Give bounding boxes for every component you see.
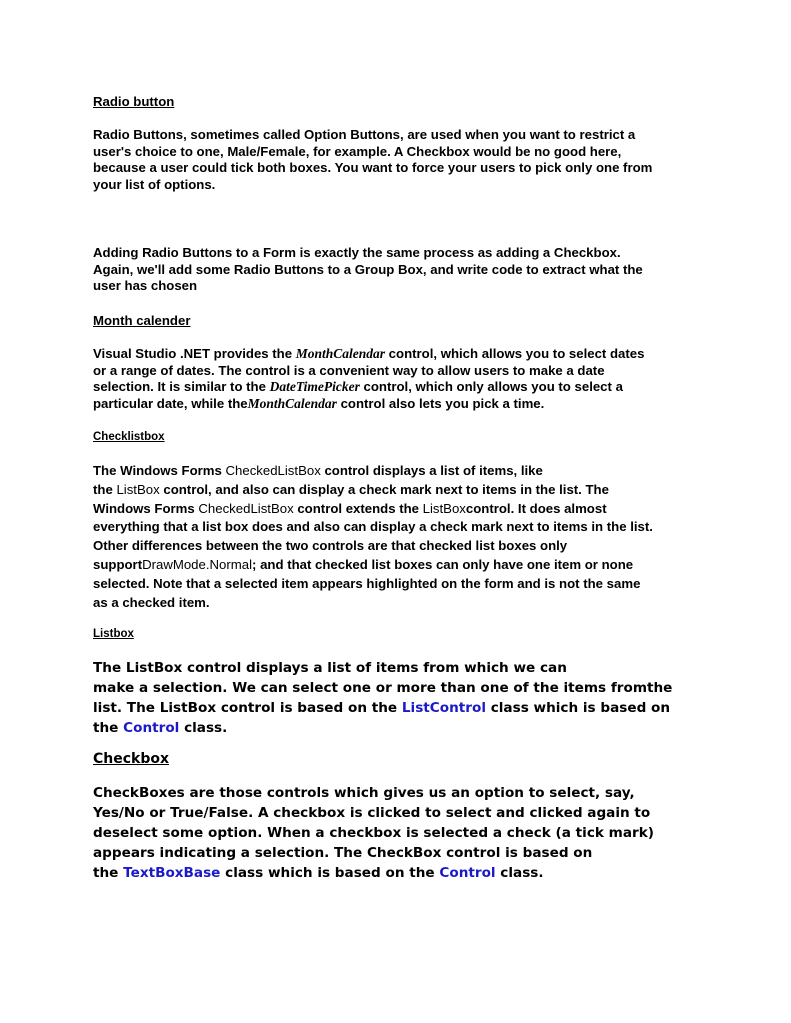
control-name: DateTimePicker xyxy=(269,379,360,395)
month-calendar-paragraph xyxy=(93,346,644,412)
month-calendar-heading: Month calender xyxy=(93,313,191,328)
control-name: ListBox xyxy=(422,500,466,516)
control-name: ListBox xyxy=(116,481,160,497)
text-line: Yes/No or True/False. A checkbox is clicked to select and clicked again to xyxy=(93,805,651,821)
control-name: DrawMode.Normal xyxy=(142,556,253,572)
listbox-paragraph xyxy=(93,658,672,738)
text-line: The Windows Forms CheckedListBox control displays a list of items, like xyxy=(93,463,543,478)
text-line: selected. Note that a selected item appears highlighted on the form and is not the same xyxy=(93,575,641,591)
listcontrol-link[interactable]: ListControl xyxy=(401,700,486,716)
radio-paragraph-1 xyxy=(93,127,652,193)
text-line: user has chosen xyxy=(93,278,198,294)
text-line: everything that a list box does and also can display a check mark next to items in the list. xyxy=(93,519,653,535)
text-line: The ListBox control displays a list of items from which we can xyxy=(93,660,567,676)
checkbox-paragraph xyxy=(93,783,654,883)
listbox-heading: Listbox xyxy=(93,628,134,640)
text-line: as a checked item. xyxy=(93,594,210,610)
text-line: appears indicating a selection. The CheckBox control is based on xyxy=(93,845,593,861)
checklistbox-heading: Checklistbox xyxy=(93,431,165,443)
text-line: selection. It is similar to the DateTimePicker control, which only allows you to select a xyxy=(93,379,623,395)
text-line: make a selection. We can select one or more than one of the items fromthe xyxy=(93,680,673,696)
control-name: CheckedListBox xyxy=(198,500,294,516)
control-link[interactable]: Control xyxy=(123,720,180,736)
text-line: supportDrawMode.Normal; and that checked list boxes can only have one item or none xyxy=(93,556,634,572)
radio-button-heading: Radio button xyxy=(93,94,175,109)
control-name: MonthCalendar xyxy=(295,346,386,361)
text-line: Again, we'll add some Radio Buttons to a Group Box, and write code to extract what the xyxy=(93,261,643,277)
text-line: the ListBox control, and also can display a check mark next to items in the list. The xyxy=(93,481,609,497)
radio-paragraph-2 xyxy=(93,245,643,295)
text-line: because a user could tick both boxes. You want to force your users to pick only one from xyxy=(93,160,653,176)
text-line: your list of options. xyxy=(93,176,216,192)
text-line: or a range of dates. The control is a convenient way to allow users to make a date xyxy=(93,362,605,378)
checklistbox-paragraph xyxy=(93,462,653,612)
text-line: Adding Radio Buttons to a Form is exactly the same process as adding a Checkbox. xyxy=(93,245,621,260)
text-line: list. The ListBox control is based on the ListControl class which is based on xyxy=(93,700,671,716)
textboxbase-link[interactable]: TextBoxBase xyxy=(123,865,221,881)
text-line: CheckBoxes are those controls which gives us an option to select, say, xyxy=(93,785,635,801)
text-line: Visual Studio .NET provides the MonthCalendar control, which allows you to select dates xyxy=(93,346,645,361)
text-line: user's choice to one, Male/Female, for example. A Checkbox would be no good here, xyxy=(93,143,622,159)
text-line: Other differences between the two controls are that checked list boxes only xyxy=(93,538,568,554)
control-name: MonthCalendar xyxy=(247,395,337,411)
text-line: the Control class. xyxy=(93,720,228,736)
control-name: CheckedListBox xyxy=(225,463,321,478)
text-line: Radio Buttons, sometimes called Option Buttons, are used when you want to restrict a xyxy=(93,127,636,142)
text-line: Windows Forms CheckedListBox control extends the ListBoxcontrol. It does almost xyxy=(93,500,607,516)
text-line: the TextBoxBase class which is based on the Control class. xyxy=(93,865,544,881)
text-line: deselect some option. When a checkbox is selected a check (a tick mark) xyxy=(93,825,654,841)
text-line: particular date, while theMonthCalendar control also lets you pick a time. xyxy=(93,395,545,411)
checkbox-heading: Checkbox xyxy=(93,751,170,767)
control-link[interactable]: Control xyxy=(439,865,496,881)
